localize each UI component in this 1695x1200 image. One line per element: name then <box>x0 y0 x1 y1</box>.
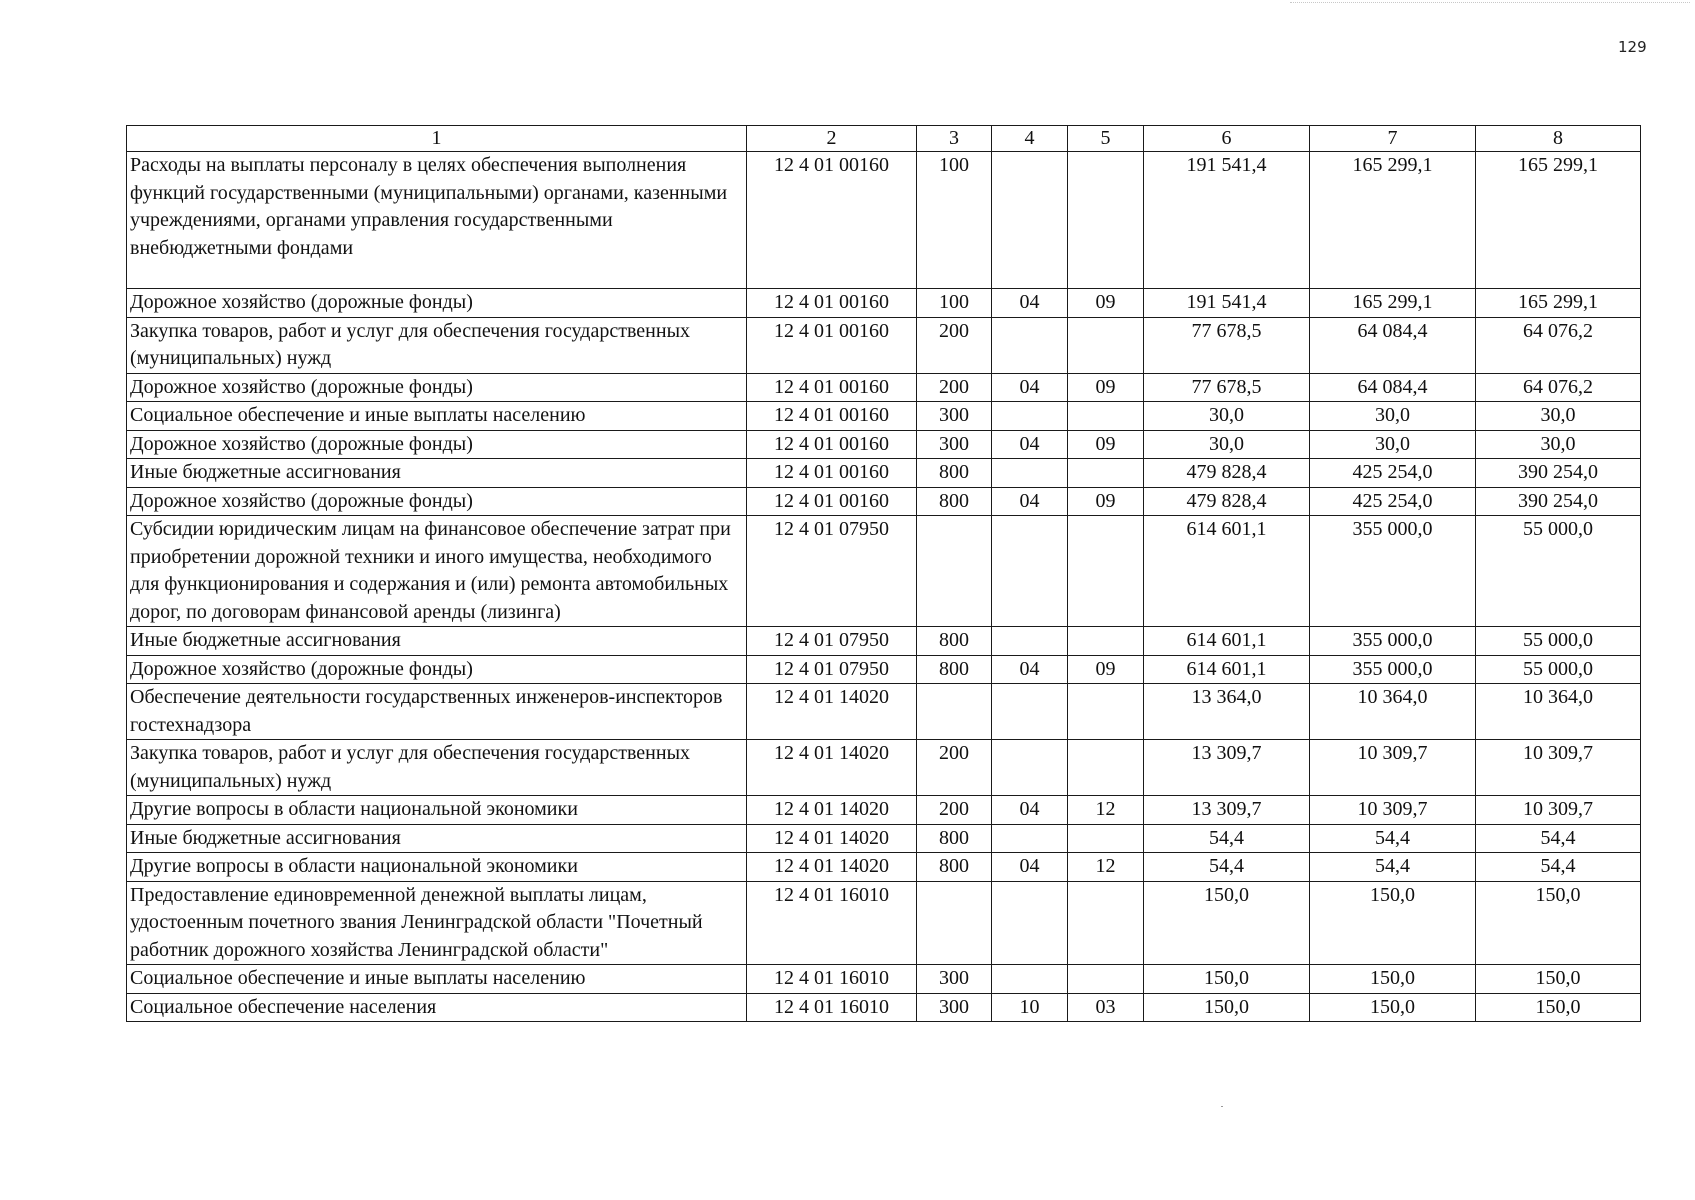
table-row <box>127 965 1641 994</box>
row-col6-cell: 479 828,4 <box>1144 459 1310 488</box>
row-code-cell: 12 4 01 07950 <box>747 516 917 627</box>
row-col4-cell <box>992 965 1068 994</box>
row-col3-cell: 300 <box>917 402 992 431</box>
column-header: 5 <box>1068 126 1144 152</box>
row-col6-cell: 13 309,7 <box>1144 740 1310 796</box>
row-col3-cell: 800 <box>917 459 992 488</box>
row-name-cell: Закупка товаров, работ и услуг для обеспечения государственных (муниципальных) нужд <box>127 740 747 796</box>
row-col5-cell <box>1068 824 1144 853</box>
row-col3-cell: 100 <box>917 152 992 289</box>
row-col6-cell: 13 309,7 <box>1144 796 1310 825</box>
row-name-cell: Социальное обеспечение и иные выплаты населению <box>127 965 747 994</box>
row-col3-cell: 300 <box>917 993 992 1022</box>
top-rule <box>1290 2 1690 3</box>
row-col5-cell: 09 <box>1068 487 1144 516</box>
column-header: 3 <box>917 126 992 152</box>
table-row <box>127 853 1641 882</box>
row-col3-cell: 200 <box>917 796 992 825</box>
row-col4-cell: 04 <box>992 487 1068 516</box>
row-col3-cell: 800 <box>917 487 992 516</box>
row-col7-cell: 355 000,0 <box>1310 655 1476 684</box>
row-col7-cell: 64 084,4 <box>1310 317 1476 373</box>
row-col8-cell: 150,0 <box>1476 881 1641 965</box>
row-col5-cell: 09 <box>1068 289 1144 318</box>
row-col4-cell <box>992 881 1068 965</box>
row-code-cell: 12 4 01 00160 <box>747 402 917 431</box>
row-code-cell: 12 4 01 00160 <box>747 487 917 516</box>
table-row <box>127 152 1641 289</box>
row-col6-cell: 479 828,4 <box>1144 487 1310 516</box>
row-code-cell: 12 4 01 14020 <box>747 684 917 740</box>
row-col8-cell: 150,0 <box>1476 993 1641 1022</box>
row-col4-cell <box>992 824 1068 853</box>
row-col5-cell: 09 <box>1068 430 1144 459</box>
row-code-cell: 12 4 01 00160 <box>747 152 917 289</box>
row-col6-cell: 54,4 <box>1144 853 1310 882</box>
row-col6-cell: 77 678,5 <box>1144 373 1310 402</box>
row-code-cell: 12 4 01 00160 <box>747 373 917 402</box>
row-col6-cell: 150,0 <box>1144 881 1310 965</box>
row-col8-cell: 165 299,1 <box>1476 152 1641 289</box>
row-name-cell: Социальное обеспечение населения <box>127 993 747 1022</box>
row-col4-cell <box>992 152 1068 289</box>
row-col7-cell: 150,0 <box>1310 993 1476 1022</box>
table-row <box>127 402 1641 431</box>
table-row <box>127 487 1641 516</box>
row-col6-cell: 30,0 <box>1144 402 1310 431</box>
row-col4-cell <box>992 740 1068 796</box>
row-col8-cell: 54,4 <box>1476 853 1641 882</box>
row-code-cell: 12 4 01 07950 <box>747 655 917 684</box>
row-col3-cell: 800 <box>917 655 992 684</box>
row-col6-cell: 150,0 <box>1144 993 1310 1022</box>
row-col3-cell: 300 <box>917 430 992 459</box>
table-row <box>127 459 1641 488</box>
row-col4-cell <box>992 684 1068 740</box>
header-row <box>127 126 1641 152</box>
row-col5-cell <box>1068 516 1144 627</box>
row-col8-cell: 10 309,7 <box>1476 740 1641 796</box>
row-col3-cell: 200 <box>917 317 992 373</box>
row-col3-cell: 200 <box>917 740 992 796</box>
column-header: 4 <box>992 126 1068 152</box>
row-name-cell: Дорожное хозяйство (дорожные фонды) <box>127 373 747 402</box>
row-col3-cell <box>917 684 992 740</box>
table-row <box>127 740 1641 796</box>
row-col7-cell: 150,0 <box>1310 965 1476 994</box>
row-code-cell: 12 4 01 00160 <box>747 430 917 459</box>
row-col7-cell: 64 084,4 <box>1310 373 1476 402</box>
row-col7-cell: 150,0 <box>1310 881 1476 965</box>
row-name-cell: Дорожное хозяйство (дорожные фонды) <box>127 487 747 516</box>
row-code-cell: 12 4 01 14020 <box>747 853 917 882</box>
row-name-cell: Дорожное хозяйство (дорожные фонды) <box>127 655 747 684</box>
row-col7-cell: 355 000,0 <box>1310 627 1476 656</box>
row-col8-cell: 55 000,0 <box>1476 627 1641 656</box>
row-col4-cell: 04 <box>992 430 1068 459</box>
table-row <box>127 627 1641 656</box>
row-col5-cell <box>1068 152 1144 289</box>
row-name-cell: Предоставление единовременной денежной выплаты лицам, удостоенным почетного звания Ленинградской области "Почетный работник дорожного хозяйства Ленинградской области" <box>127 881 747 965</box>
row-col8-cell: 64 076,2 <box>1476 373 1641 402</box>
row-col7-cell: 30,0 <box>1310 430 1476 459</box>
row-col8-cell: 55 000,0 <box>1476 655 1641 684</box>
row-col3-cell <box>917 881 992 965</box>
row-col3-cell <box>917 516 992 627</box>
row-col7-cell: 425 254,0 <box>1310 487 1476 516</box>
table-row <box>127 824 1641 853</box>
row-col7-cell: 10 309,7 <box>1310 740 1476 796</box>
budget-table <box>126 125 1641 1022</box>
row-col5-cell <box>1068 317 1144 373</box>
row-col8-cell: 54,4 <box>1476 824 1641 853</box>
row-code-cell: 12 4 01 16010 <box>747 881 917 965</box>
row-col3-cell: 300 <box>917 965 992 994</box>
row-col6-cell: 77 678,5 <box>1144 317 1310 373</box>
row-col5-cell <box>1068 459 1144 488</box>
table-row <box>127 993 1641 1022</box>
row-name-cell: Иные бюджетные ассигнования <box>127 824 747 853</box>
row-col3-cell: 200 <box>917 373 992 402</box>
row-col4-cell <box>992 317 1068 373</box>
row-col8-cell: 10 364,0 <box>1476 684 1641 740</box>
row-col5-cell: 03 <box>1068 993 1144 1022</box>
row-col3-cell: 800 <box>917 853 992 882</box>
row-col8-cell: 30,0 <box>1476 402 1641 431</box>
row-col4-cell <box>992 516 1068 627</box>
row-col8-cell: 390 254,0 <box>1476 459 1641 488</box>
row-col6-cell: 54,4 <box>1144 824 1310 853</box>
row-col5-cell: 12 <box>1068 853 1144 882</box>
table-row <box>127 684 1641 740</box>
row-col4-cell <box>992 627 1068 656</box>
row-col6-cell: 30,0 <box>1144 430 1310 459</box>
table-row <box>127 881 1641 965</box>
row-col5-cell <box>1068 684 1144 740</box>
column-header: 1 <box>127 126 747 152</box>
row-col4-cell <box>992 402 1068 431</box>
row-name-cell: Иные бюджетные ассигнования <box>127 627 747 656</box>
row-name-cell: Закупка товаров, работ и услуг для обеспечения государственных (муниципальных) нужд <box>127 317 747 373</box>
row-col7-cell: 10 309,7 <box>1310 796 1476 825</box>
row-name-cell: Другие вопросы в области национальной экономики <box>127 796 747 825</box>
column-header: 6 <box>1144 126 1310 152</box>
row-col5-cell: 09 <box>1068 373 1144 402</box>
table-row <box>127 289 1641 318</box>
row-name-cell: Другие вопросы в области национальной экономики <box>127 853 747 882</box>
row-col3-cell: 100 <box>917 289 992 318</box>
row-col6-cell: 614 601,1 <box>1144 655 1310 684</box>
table-row <box>127 430 1641 459</box>
row-col6-cell: 13 364,0 <box>1144 684 1310 740</box>
row-col7-cell: 54,4 <box>1310 824 1476 853</box>
row-col8-cell: 165 299,1 <box>1476 289 1641 318</box>
table-row <box>127 796 1641 825</box>
row-name-cell: Дорожное хозяйство (дорожные фонды) <box>127 430 747 459</box>
table-row <box>127 516 1641 627</box>
row-col4-cell <box>992 459 1068 488</box>
row-name-cell: Социальное обеспечение и иные выплаты населению <box>127 402 747 431</box>
row-col8-cell: 150,0 <box>1476 965 1641 994</box>
row-col5-cell <box>1068 881 1144 965</box>
row-col7-cell: 355 000,0 <box>1310 516 1476 627</box>
row-code-cell: 12 4 01 14020 <box>747 824 917 853</box>
row-col3-cell: 800 <box>917 627 992 656</box>
row-col7-cell: 165 299,1 <box>1310 289 1476 318</box>
row-code-cell: 12 4 01 16010 <box>747 993 917 1022</box>
row-col5-cell: 09 <box>1068 655 1144 684</box>
table-row <box>127 655 1641 684</box>
row-col6-cell: 150,0 <box>1144 965 1310 994</box>
row-col5-cell: 12 <box>1068 796 1144 825</box>
scan-speck <box>1221 1106 1223 1107</box>
row-col4-cell: 04 <box>992 373 1068 402</box>
row-col6-cell: 614 601,1 <box>1144 516 1310 627</box>
row-col7-cell: 30,0 <box>1310 402 1476 431</box>
column-header: 8 <box>1476 126 1641 152</box>
row-col4-cell: 04 <box>992 853 1068 882</box>
row-code-cell: 12 4 01 14020 <box>747 740 917 796</box>
table-row <box>127 373 1641 402</box>
row-col7-cell: 54,4 <box>1310 853 1476 882</box>
row-code-cell: 12 4 01 00160 <box>747 459 917 488</box>
row-col4-cell: 10 <box>992 993 1068 1022</box>
row-col5-cell <box>1068 402 1144 431</box>
row-col6-cell: 191 541,4 <box>1144 289 1310 318</box>
row-code-cell: 12 4 01 16010 <box>747 965 917 994</box>
row-col8-cell: 10 309,7 <box>1476 796 1641 825</box>
row-col8-cell: 30,0 <box>1476 430 1641 459</box>
row-col8-cell: 64 076,2 <box>1476 317 1641 373</box>
row-col4-cell: 04 <box>992 796 1068 825</box>
row-col8-cell: 390 254,0 <box>1476 487 1641 516</box>
row-col3-cell: 800 <box>917 824 992 853</box>
row-col6-cell: 191 541,4 <box>1144 152 1310 289</box>
row-col8-cell: 55 000,0 <box>1476 516 1641 627</box>
row-code-cell: 12 4 01 14020 <box>747 796 917 825</box>
row-code-cell: 12 4 01 07950 <box>747 627 917 656</box>
row-col5-cell <box>1068 965 1144 994</box>
row-name-cell: Субсидии юридическим лицам на финансовое обеспечение затрат при приобретении дорожной техники и иного имущества, необходимого для функционирования и содержания и (или) ремонта автомобильных дорог, по договорам финансовой аренды (лизинга) <box>127 516 747 627</box>
column-header: 7 <box>1310 126 1476 152</box>
row-col6-cell: 614 601,1 <box>1144 627 1310 656</box>
page-number: 129 <box>1618 38 1647 56</box>
row-name-cell: Расходы на выплаты персоналу в целях обеспечения выполнения функций государственными (муниципальными) органами, казенными учреждениями, органами управления государственными внебюджетными фондами <box>127 152 747 289</box>
column-header: 2 <box>747 126 917 152</box>
row-col4-cell: 04 <box>992 655 1068 684</box>
row-name-cell: Дорожное хозяйство (дорожные фонды) <box>127 289 747 318</box>
row-name-cell: Обеспечение деятельности государственных инженеров-инспекторов гостехнадзора <box>127 684 747 740</box>
row-col4-cell: 04 <box>992 289 1068 318</box>
row-col5-cell <box>1068 627 1144 656</box>
row-col7-cell: 425 254,0 <box>1310 459 1476 488</box>
row-name-cell: Иные бюджетные ассигнования <box>127 459 747 488</box>
row-code-cell: 12 4 01 00160 <box>747 289 917 318</box>
row-col5-cell <box>1068 740 1144 796</box>
row-code-cell: 12 4 01 00160 <box>747 317 917 373</box>
row-col7-cell: 165 299,1 <box>1310 152 1476 289</box>
table-row <box>127 317 1641 373</box>
row-col7-cell: 10 364,0 <box>1310 684 1476 740</box>
